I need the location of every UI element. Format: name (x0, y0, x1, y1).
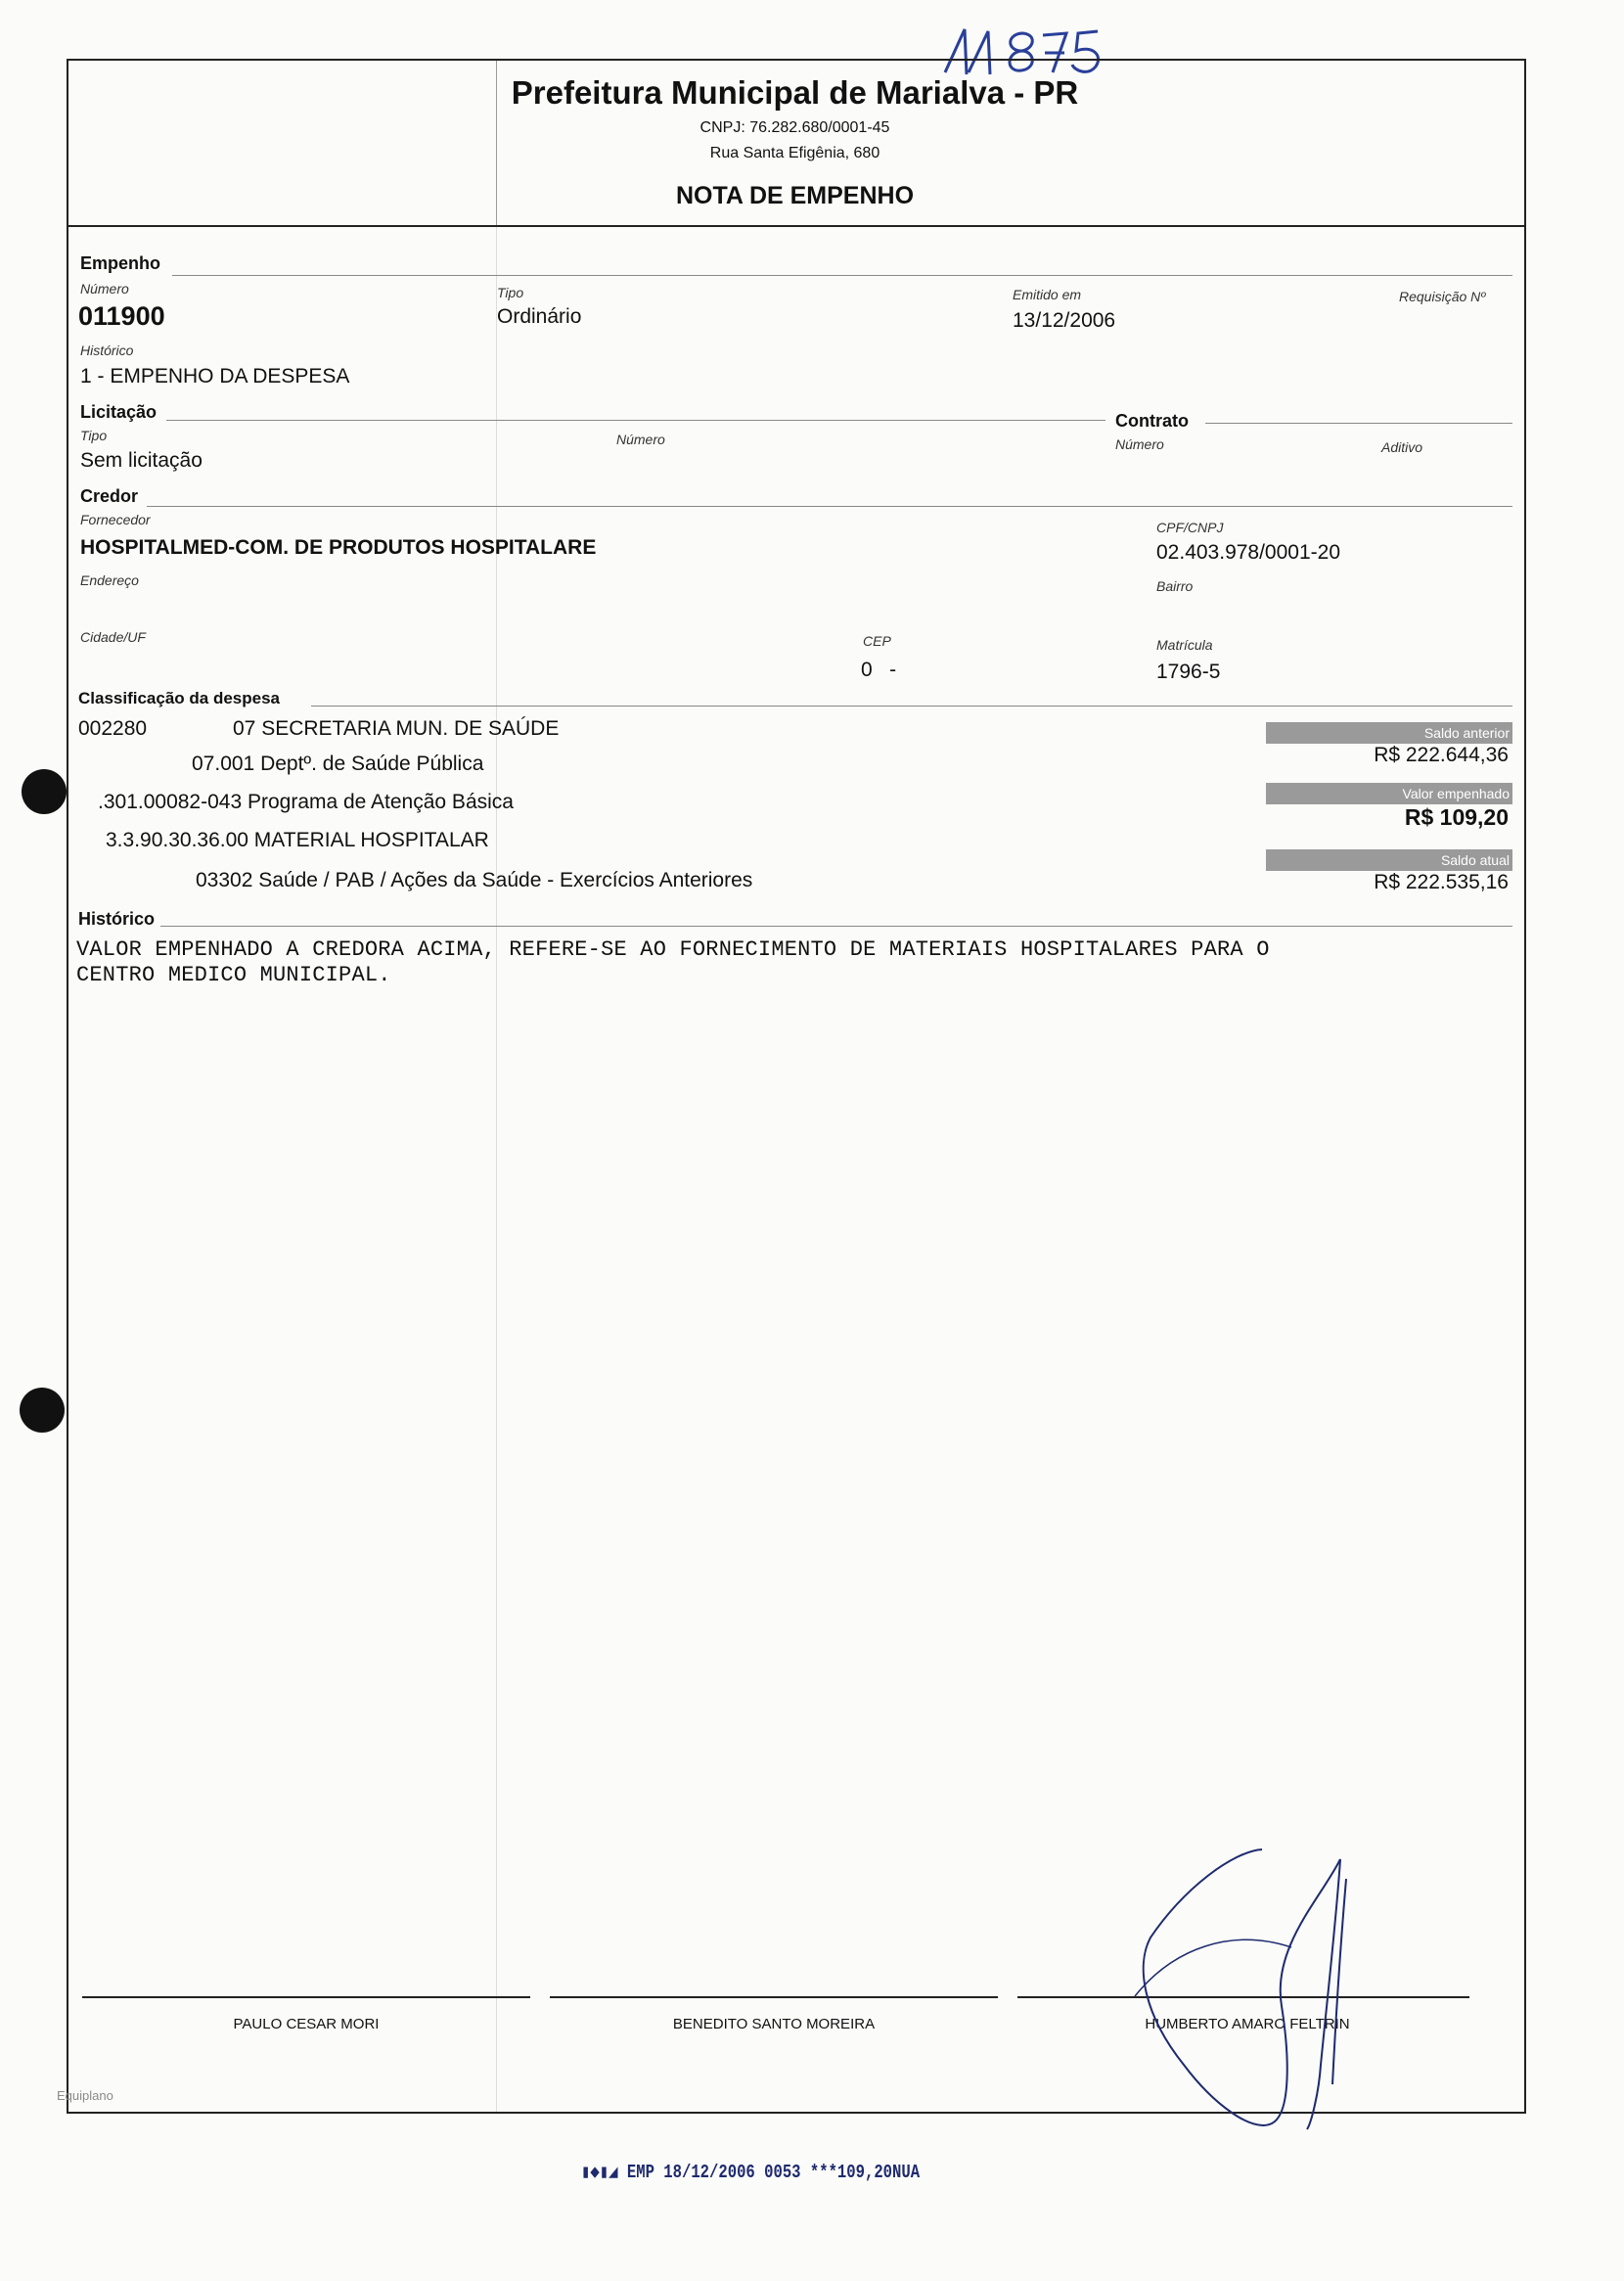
fornecedor-value: HOSPITALMED-COM. DE PRODUTOS HOSPITALARE (80, 536, 597, 559)
classificacao-elemento: 3.3.90.30.36.00 MATERIAL HOSPITALAR (106, 829, 489, 851)
signatory-2: BENEDITO SANTO MOREIRA (672, 2016, 876, 2032)
cep-value: 0 - (861, 659, 897, 681)
contrato-rule (1205, 423, 1512, 424)
historico-rule (160, 926, 1512, 927)
section-contrato: Contrato (1115, 411, 1189, 431)
licitacao-tipo-value: Sem licitação (80, 449, 203, 472)
matricula-label: Matrícula (1156, 637, 1213, 653)
historico-line-1: VALOR EMPENHADO A CREDORA ACIMA, REFERE-SE AO FORNECIMENTO DE MATERIAIS HOSPITALARES PARA O (76, 937, 1270, 962)
contrato-aditivo-label: Aditivo (1381, 439, 1423, 455)
org-address: Rua Santa Efigênia, 680 (709, 145, 880, 161)
punch-hole-bottom (20, 1388, 65, 1433)
header-separator (67, 225, 1526, 227)
historico-line-2: CENTRO MEDICO MUNICIPAL. (76, 963, 391, 987)
saldo-anterior-label: Saldo anterior (1266, 722, 1512, 744)
bottom-stamp (581, 2161, 920, 2183)
valor-empenhado-value: R$ 109,20 (1404, 804, 1509, 830)
endereco-label: Endereço (80, 572, 139, 588)
saldo-atual-value: R$ 222.535,16 (1374, 871, 1509, 893)
cpf-label: CPF/CNPJ (1156, 520, 1224, 535)
cep-label: CEP (863, 633, 891, 649)
cpf-value: 02.403.978/0001-20 (1156, 541, 1341, 564)
punch-hole-top (22, 769, 67, 814)
signature-line-1 (82, 1996, 530, 1998)
section-empenho: Empenho (80, 253, 161, 273)
saldo-atual-label: Saldo atual (1266, 849, 1512, 871)
empenho-number: 011900 (78, 301, 165, 331)
handwritten-signature (1115, 1840, 1409, 2133)
matricula-value: 1796-5 (1156, 661, 1221, 683)
vendor-label: Equiplano (57, 2088, 113, 2103)
document-title: NOTA DE EMPENHO (675, 182, 915, 209)
section-historico: Histórico (78, 909, 156, 929)
fold-line (496, 227, 497, 2112)
emitido-label: Emitido em (1013, 287, 1082, 302)
classificacao-fonte: 03302 Saúde / PAB / Ações da Saúde - Exercícios Anteriores (196, 869, 753, 891)
classificacao-orgao: 07 SECRETARIA MUN. DE SAÚDE (233, 717, 560, 740)
historico-value: 1 - EMPENHO DA DESPESA (80, 365, 350, 388)
licitacao-numero-label: Número (616, 432, 665, 447)
org-title: Prefeitura Municipal de Marialva - PR (511, 74, 1079, 111)
classificacao-code: 002280 (78, 717, 148, 740)
section-credor: Credor (80, 486, 139, 506)
historico-label: Histórico (80, 342, 134, 358)
tipo-value: Ordinário (497, 305, 582, 328)
stamp-mark-icon: ▮◆▮◢ (581, 2162, 627, 2183)
tipo-label: Tipo (497, 285, 524, 300)
requisicao-label: Requisição Nº (1399, 289, 1486, 304)
signatory-3: HUMBERTO AMARO FELTRIN (1145, 2016, 1350, 2032)
signature-line-2 (550, 1996, 998, 1998)
signature-svg (1115, 1840, 1409, 2133)
classificacao-unidade: 07.001 Deptº. de Saúde Pública (192, 753, 484, 775)
classificacao-rule (311, 706, 1512, 707)
org-cnpj: CNPJ: 76.282.680/0001-45 (699, 119, 890, 136)
signatory-1: PAULO CESAR MORI (233, 2016, 380, 2032)
saldo-anterior-value: R$ 222.644,36 (1374, 744, 1509, 766)
section-licitacao: Licitação (80, 402, 158, 422)
section-classificacao: Classificação da despesa (78, 689, 281, 707)
contrato-numero-label: Número (1115, 436, 1164, 452)
emitido-value: 13/12/2006 (1013, 309, 1116, 332)
bairro-label: Bairro (1156, 578, 1194, 594)
cidade-label: Cidade/UF (80, 629, 146, 645)
classificacao-programa: .301.00082-043 Programa de Atenção Básica (98, 791, 514, 813)
numero-label: Número (80, 281, 129, 297)
licitacao-rule (166, 420, 1105, 421)
bottom-stamp-text: EMP 18/12/2006 0053 ***109,20NUA (626, 2162, 921, 2183)
empenho-rule (172, 275, 1512, 276)
licitacao-tipo-label: Tipo (80, 428, 108, 443)
valor-empenhado-label: Valor empenhado (1266, 783, 1512, 804)
credor-rule (147, 506, 1512, 507)
fornecedor-label: Fornecedor (80, 512, 151, 527)
